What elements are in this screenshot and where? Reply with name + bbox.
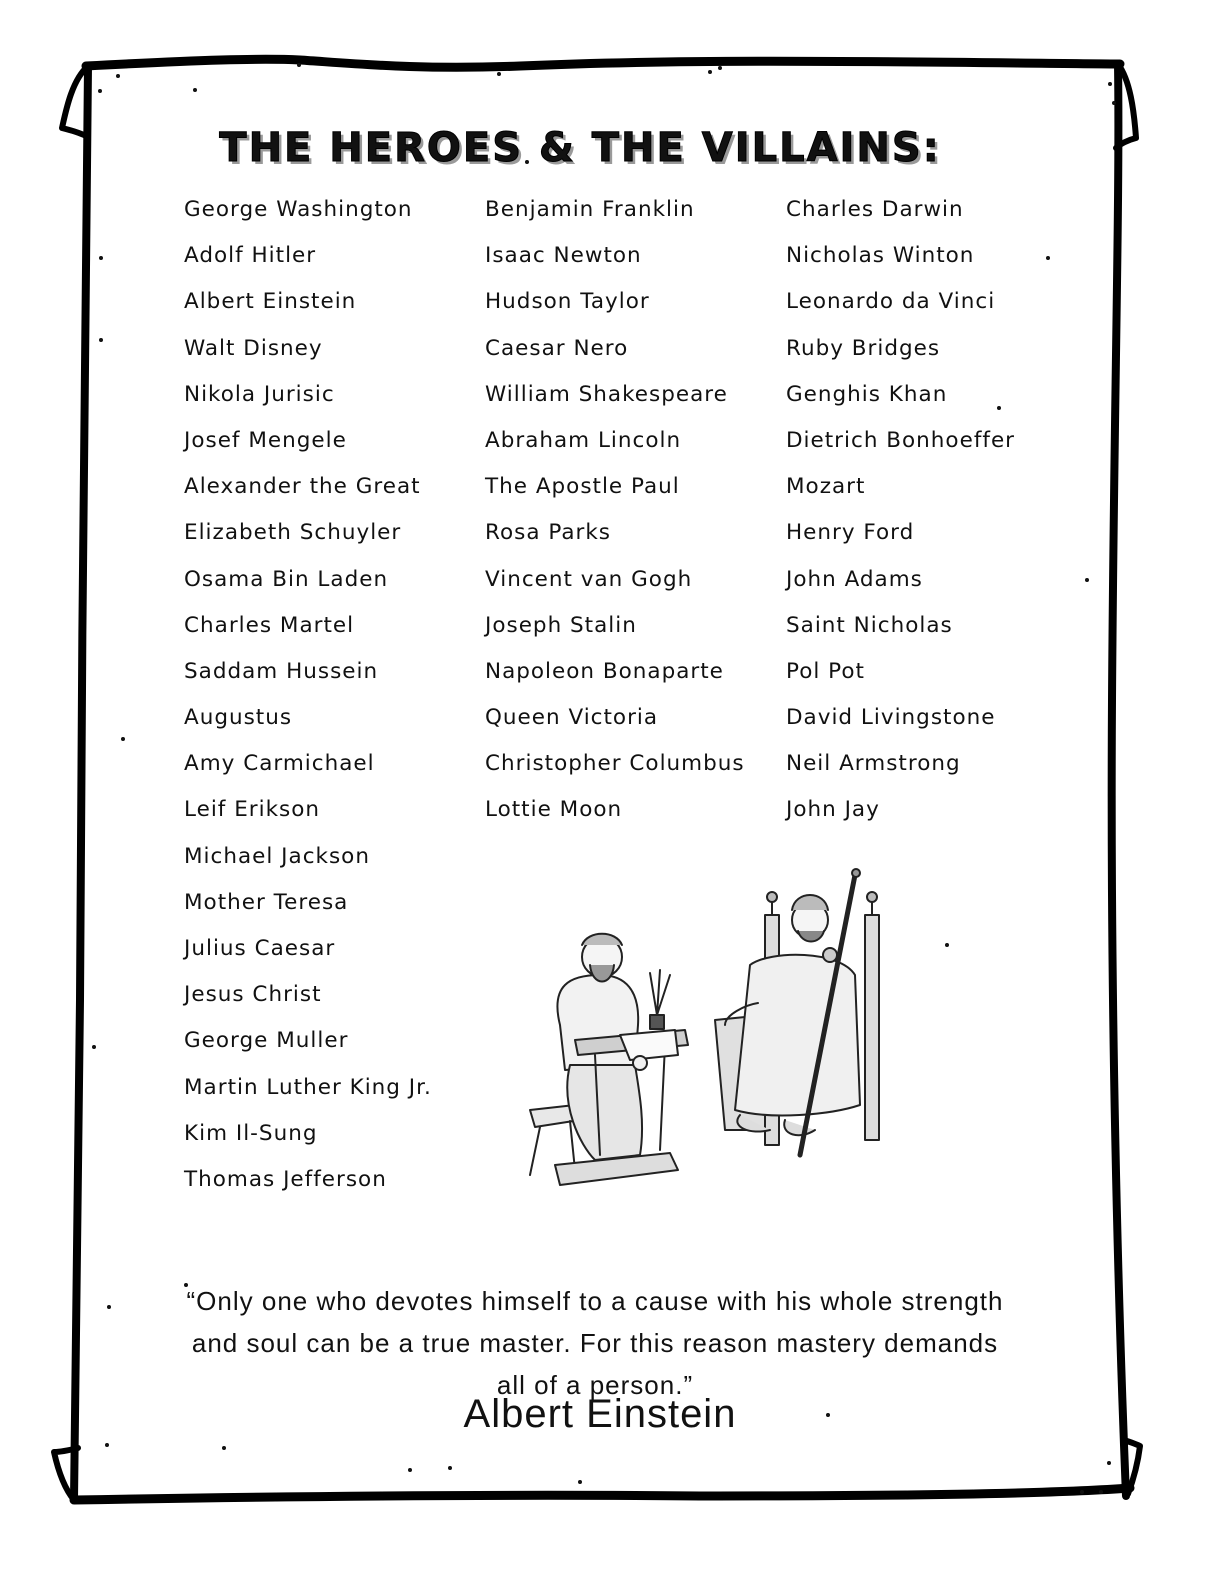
decorative-speck — [408, 1468, 412, 1472]
list-item: Vincent van Gogh — [485, 566, 693, 592]
list-item: Nicholas Winton — [786, 243, 975, 269]
decorative-speck — [448, 1466, 452, 1470]
decorative-speck — [92, 1045, 96, 1049]
list-item: Kim Il-Sung — [184, 1120, 318, 1146]
list-item: Lottie Moon — [485, 797, 623, 823]
list-item: Neil Armstrong — [786, 751, 961, 777]
list-item: Martin Luther King Jr. — [184, 1074, 432, 1100]
list-item: Josef Mengele — [184, 427, 347, 453]
decorative-speck — [99, 256, 103, 260]
list-item: Hudson Taylor — [485, 289, 650, 315]
list-item: Joseph Stalin — [485, 612, 637, 638]
decorative-speck — [945, 943, 949, 947]
list-item: Charles Darwin — [786, 197, 964, 222]
list-item: Albert Einstein — [184, 289, 357, 315]
list-item: Thomas Jefferson — [184, 1166, 387, 1192]
decorative-speck — [497, 72, 501, 76]
list-item: Mozart — [786, 474, 866, 500]
decorative-speck — [116, 74, 120, 78]
list-item: Michael Jackson — [184, 843, 370, 869]
decorative-speck — [708, 70, 712, 74]
decorative-speck — [193, 88, 197, 92]
decorative-speck — [1108, 82, 1112, 86]
list-item: Napoleon Bonaparte — [485, 658, 724, 684]
list-item: Leonardo da Vinci — [786, 289, 996, 315]
decorative-speck — [105, 1443, 109, 1447]
list-item: Elizabeth Schuyler — [184, 520, 402, 546]
page-title: THE HEROES & THE VILLAINS: — [219, 124, 941, 171]
list-item: Saint Nicholas — [786, 612, 953, 638]
list-item: The Apostle Paul — [485, 474, 680, 500]
list-item: Mother Teresa — [184, 889, 349, 915]
decorative-speck — [718, 66, 722, 70]
list-item: Henry Ford — [786, 520, 915, 546]
list-item: Amy Carmichael — [184, 751, 375, 777]
list-item: Queen Victoria — [485, 705, 659, 731]
list-item: Ruby Bridges — [786, 335, 941, 361]
list-item: Abraham Lincoln — [485, 427, 682, 453]
decorative-speck — [222, 1446, 226, 1450]
list-item: Caesar Nero — [485, 335, 629, 361]
list-item: Adolf Hitler — [184, 243, 317, 269]
names-column-2 — [485, 193, 745, 840]
list-item: Julius Caesar — [184, 936, 336, 961]
list-item: Isaac Newton — [485, 243, 642, 269]
decorative-speck — [121, 737, 125, 741]
decorative-speck — [1099, 1490, 1103, 1494]
decorative-speck — [1085, 578, 1089, 582]
decorative-speck — [99, 338, 103, 342]
list-item: George Washington — [184, 197, 413, 222]
decorative-speck — [297, 63, 301, 67]
quote-author: Albert Einstein — [463, 1392, 737, 1436]
list-item: John Jay — [786, 797, 880, 823]
decorative-speck — [1046, 256, 1050, 260]
list-item: Saddam Hussein — [184, 658, 379, 684]
list-item: Pol Pot — [786, 658, 865, 684]
list-item: Walt Disney — [184, 335, 323, 361]
list-item: Charles Martel — [184, 612, 355, 638]
list-item: Benjamin Franklin — [485, 197, 695, 222]
list-item: William Shakespeare — [485, 381, 728, 407]
names-column-3 — [786, 193, 1015, 840]
decorative-speck — [1107, 1461, 1111, 1465]
list-item: Alexander the Great — [184, 474, 421, 500]
decorative-speck — [98, 89, 102, 93]
decorative-speck — [1080, 1490, 1084, 1494]
list-item: John Adams — [786, 566, 923, 592]
decorative-speck — [578, 1480, 582, 1484]
list-item: Jesus Christ — [184, 982, 322, 1008]
list-item: Augustus — [184, 705, 293, 731]
list-item: David Livingstone — [786, 705, 996, 731]
list-item: Rosa Parks — [485, 520, 612, 546]
names-column-1 — [184, 193, 432, 1209]
list-item: Dietrich Bonhoeffer — [786, 427, 1016, 453]
scribe-and-king-illustration-icon — [500, 865, 910, 1215]
decorative-speck — [826, 1413, 830, 1417]
decorative-speck — [1112, 101, 1116, 105]
list-item: Christopher Columbus — [485, 751, 745, 777]
list-item: Genghis Khan — [786, 381, 948, 407]
quote-text: “Only one who devotes himself to a cause with his whole strength and soul can be a true master. For this reason mastery demands all of a person.” — [186, 1286, 1004, 1400]
list-item: Nikola Jurisic — [184, 381, 335, 407]
list-item: Osama Bin Laden — [184, 566, 389, 592]
decorative-speck — [107, 1305, 111, 1309]
list-item: Leif Erikson — [184, 797, 321, 823]
list-item: George Muller — [184, 1028, 349, 1054]
